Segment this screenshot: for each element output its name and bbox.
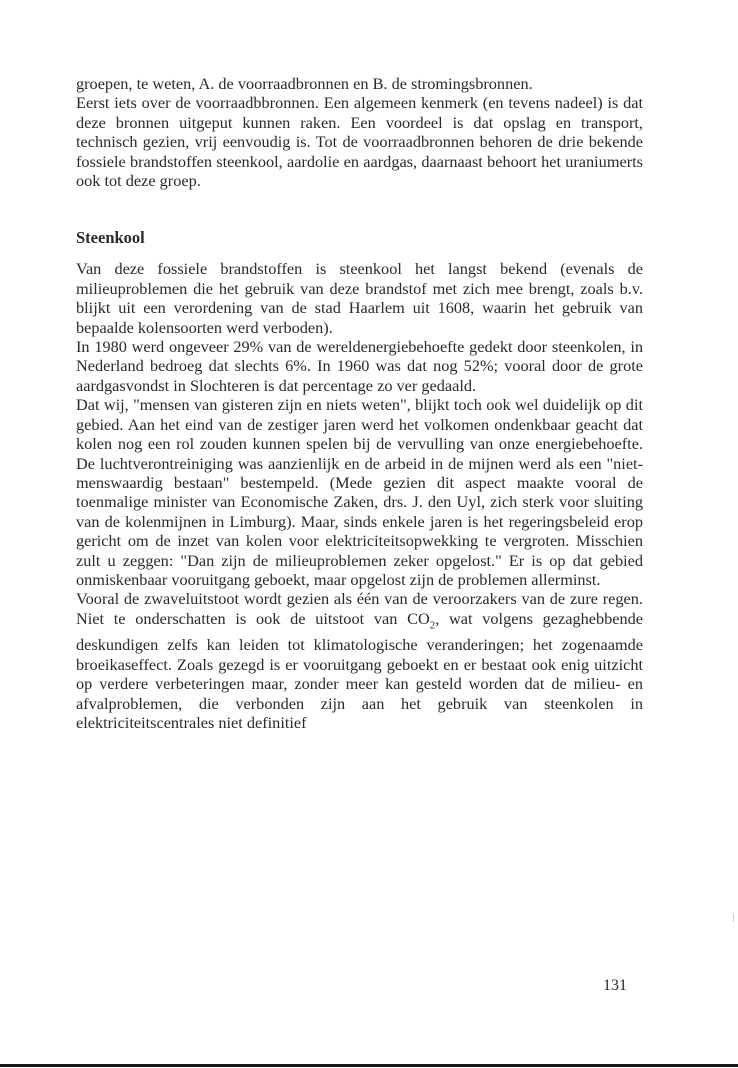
co2-text-after: , wat volgens gezaghebbende deskundigen zelfs kan leiden tot klimatologische veranderingen; het zogenaamde broeikaseffect. Zoals gezegd is er vooruitgang geboekt en er bestaat ook enig uitzicht op verdere verbeteringen maar, zonder meer kan gesteld worden dat de milieu- en afvalproblemen, die verbonden zijn aan het gebruik van steenkolen in elektriciteitscentrales niet definitief [76, 608, 643, 733]
paragraph-steenkool-2: In 1980 werd ongeveer 29% van de wereldenergiebehoefte gedekt door steenkolen, in Nederland bedroeg dat slechts 6%. In 1960 was dat nog 52%; vooral door de grote aardgasvondst in Slochteren is dat percentage zo ver gedaald. [76, 337, 643, 395]
paragraph-intro-1: groepen, te weten, A. de voorraadbronnen en B. de stromingsbronnen. [76, 74, 533, 93]
paragraph-steenkool-3: Dat wij, "mensen van gisteren zijn en niets weten", blijkt toch ook wel duidelijk op dit gebied. Aan het eind van de zestiger jaren werd het volkomen ondenkbaar geacht dat kolen nog een rol zouden kunnen spelen bij de vervulling van onze energiebehoefte. De luchtverontreiniging was aanzienlijk en de arbeid in de mijnen werd als een "niet-menswaardig bestaan" bestempeld. (Mede gezien dit aspect maakte vooral de toenmalige minister van Economische Zaken, drs. J. den Uyl, zich sterk voor sluiting van de kolenmijnen in Limburg). Maar, sinds enkele jaren is het regeringsbeleid erop gericht om de inzet van kolen voor elektriciteitsopwekking te vergroten. Misschien zult u zeggen: "Dan zijn de milieuproblemen zeker opgelost." Er is op dat gebied onmiskenbaar vooruitgang geboekt, maar opgelost zijn de problemen allerminst. [76, 395, 643, 589]
paragraph-steenkool-4 [76, 589, 643, 732]
section-heading: Steenkool [76, 228, 145, 248]
co2-subscript: 2 [429, 619, 436, 631]
co2-text-before: Vooral de zwaveluitstoot wordt gezien als één van de veroorzakers van de zure regen. Niet te onderschatten is ook de uitstoot van CO [76, 589, 643, 628]
bottom-rule [0, 1064, 738, 1067]
paragraph-steenkool-1: Van deze fossiele brandstoffen is steenkool het langst bekend (evenals de milieuproblemen die het gebruik van deze brandstof met zich mee brengt, zoals b.v. blijkt uit een verordening van de stad Haarlem uit 1608, waarin het gebruik van bepaalde kolensoorten werd verboden). [76, 259, 643, 337]
paragraph-intro-2: Eerst iets over de voorraadbbronnen. Een algemeen kenmerk (en tevens nadeel) is dat deze bronnen uitgeput kunnen raken. Een voordeel is dat opslag en transport, technisch gezien, vrij eenvoudig is. Tot de voorraadbronnen behoren de drie bekende fossiele brandstoffen steenkool, aardolie en aardgas, daarnaast behoort het uraniumerts ook tot deze groep. [76, 93, 643, 191]
page-number: 131 [603, 977, 627, 994]
page-body [76, 74, 643, 732]
margin-mark [733, 914, 734, 922]
